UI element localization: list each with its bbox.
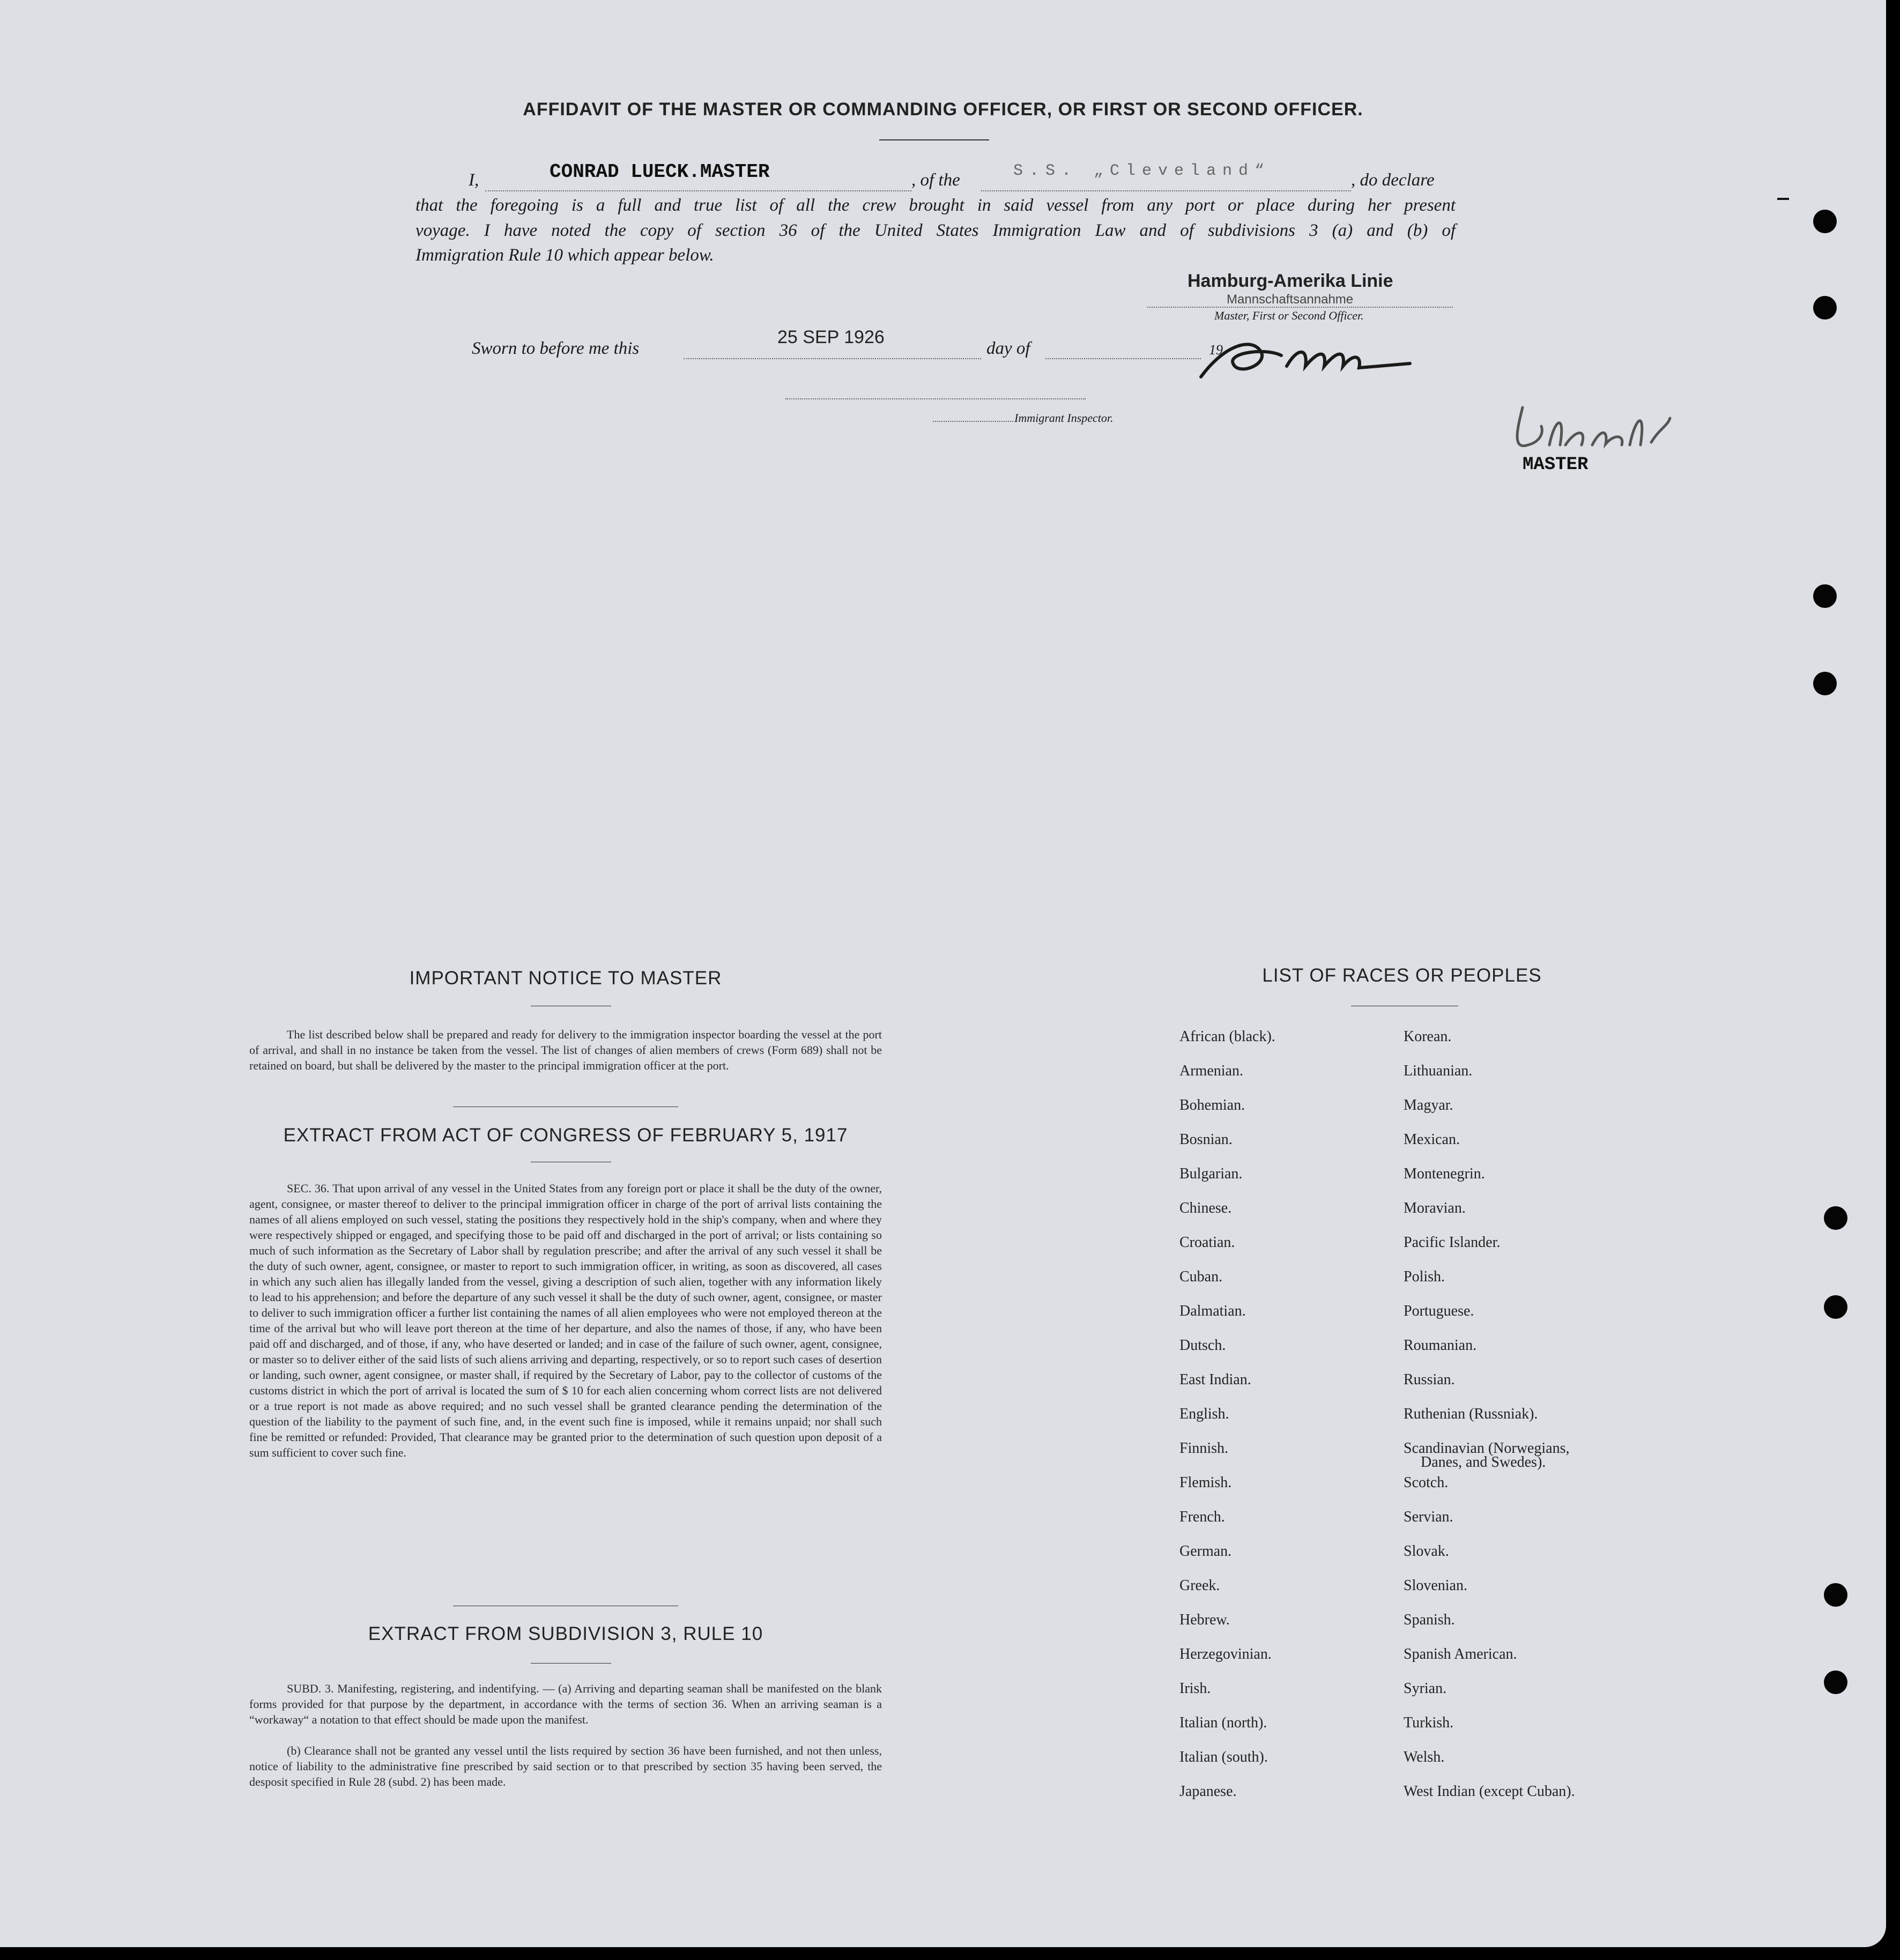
race-item: Mexican. bbox=[1404, 1131, 1460, 1148]
race-item: Scandinavian (Norwegians, bbox=[1404, 1440, 1570, 1457]
day-line bbox=[1045, 358, 1201, 359]
i-label: I, bbox=[469, 170, 479, 190]
race-item: Irish. bbox=[1179, 1680, 1211, 1697]
extract-rule-rule bbox=[531, 1663, 611, 1664]
race-item: Ruthenian (Russniak). bbox=[1404, 1406, 1538, 1422]
affidavit-line-2: voyage. I have noted the copy of section 36 of the United States Immigration Law and of subdivisions 3 (a) and (b) of bbox=[415, 221, 1456, 240]
race-item: Polish. bbox=[1404, 1268, 1445, 1285]
race-item: Turkish. bbox=[1404, 1714, 1454, 1731]
races-title: LIST OF RACES OR PEOPLES bbox=[1262, 965, 1542, 986]
race-item: Moravian. bbox=[1404, 1200, 1466, 1216]
punch-hole bbox=[1824, 1206, 1847, 1230]
race-item: Croatian. bbox=[1179, 1234, 1235, 1251]
vessel-line bbox=[981, 190, 1351, 191]
race-item: Chinese. bbox=[1179, 1200, 1232, 1216]
race-item: Herzegovinian. bbox=[1179, 1646, 1272, 1662]
race-item: Syrian. bbox=[1404, 1680, 1447, 1697]
of-the-label: , of the bbox=[911, 170, 960, 190]
punch-hole bbox=[1813, 210, 1837, 233]
race-item: Italian (south). bbox=[1179, 1749, 1268, 1765]
sworn-date: 25 SEP 1926 bbox=[777, 327, 885, 347]
extract-act-body: SEC. 36. That upon arrival of any vessel in the United States from any foreign port or place it shall be the duty of the owner, agent, consignee, or master thereof to deliver to the principal immigration officer in charge of the port of arrival lists containing the names of all aliens employed on such vessel, stating the positions they respectively hold in the ship's company, when and where they were respectively shipped or engaged, and specifying those to be paid off and discharged in the port of arrival; or lists containing so much of such information as the Secretary of Labor shall by regulation prescribe; and after the arrival of any such vessel it shall be the duty of such owner, agent, consignee, or master to report to such immigration officer, in writing, as soon as discovered, all cases in which any such alien has illegally landed from the vessel, giving a description of such alien, together with any information likely to lead to his apprehension; and before the departure of any such vessel it shall be the duty of such owner, agent, consignee, or master to deliver to such immigration officer a further list containing the names of all alien employees who were not employed thereon at the time of the arrival but who will leave port thereon at the time of her departure, and also the names of those, if any, who have been paid off and discharged, and of those, if any, who have deserted or landed; and in case of the failure of such owner, agent, consignee, or master so to deliver either of the said lists of such aliens arriving and departing, respectively, or so to report such cases of desertion or landing, such owner, agent consignee, or master shall, if required by the Secretary of Labor, pay to the collector of customs of the customs district in which the port of arrival is located the sum of $ 10 for each alien concerning whom correct lists are not delivered or a true report is not made as above required; and no such vessel shall be granted clearance pending the determination of the question of the liability to the payment of such fine, and, in the event such fine is imposed, while it remains unpaid; nor shall such fine be remitted or refunded: Provided, That clearance may be granted prior to the determination of such question upon deposit of a sum sufficient to cover such fine. bbox=[249, 1182, 882, 1459]
race-item: Montenegrin. bbox=[1404, 1165, 1485, 1182]
race-item: Russian. bbox=[1404, 1371, 1455, 1388]
race-item: Roumanian. bbox=[1404, 1337, 1477, 1354]
race-item: Cuban. bbox=[1179, 1268, 1223, 1285]
race-item: African (black). bbox=[1179, 1028, 1275, 1045]
extract-act-title: EXTRACT FROM ACT OF CONGRESS OF FEBRUARY 5, 1917 bbox=[283, 1125, 848, 1146]
race-item: Greek. bbox=[1179, 1577, 1220, 1594]
race-item: Portuguese. bbox=[1404, 1303, 1474, 1319]
signature-caption: Master, First or Second Officer. bbox=[1214, 309, 1364, 322]
punch-hole bbox=[1824, 1671, 1847, 1694]
race-item: Spanish American. bbox=[1404, 1646, 1517, 1662]
punch-hole bbox=[1813, 296, 1837, 320]
master-handwritten-signature bbox=[1506, 397, 1678, 461]
race-item: Korean. bbox=[1404, 1028, 1452, 1045]
race-item: German. bbox=[1179, 1543, 1232, 1560]
race-item: Lithuanian. bbox=[1404, 1063, 1473, 1079]
race-item: Slovak. bbox=[1404, 1543, 1449, 1560]
affidavit-line-1: that the foregoing is a full and true list of all the crew brought in said vessel from any port or place during her present bbox=[415, 196, 1456, 215]
do-declare-label: , do declare bbox=[1351, 170, 1435, 190]
race-item: Bulgarian. bbox=[1179, 1165, 1243, 1182]
year-prefix: 19 bbox=[1209, 342, 1223, 358]
sworn-label: Sworn to before me this bbox=[472, 339, 640, 358]
race-item: East Indian. bbox=[1179, 1371, 1251, 1388]
race-item: Magyar. bbox=[1404, 1097, 1453, 1113]
notice-title: IMPORTANT NOTICE TO MASTER bbox=[409, 968, 722, 989]
race-item: Bosnian. bbox=[1179, 1131, 1233, 1148]
race-item: Slovenian. bbox=[1404, 1577, 1467, 1594]
race-item: Dutsch. bbox=[1179, 1337, 1226, 1354]
margin-mark bbox=[1777, 198, 1789, 200]
extract-rule-para-a: SUBD. 3. Manifesting, registering, and indentifying. — (a) Arriving and departing seaman shall be manifested on the blank forms provided for that purpose by the department, in accordance with the terms of section 36. When an arriving seaman is a “workaway“ a notation to that effect should be made upon the manifest. bbox=[249, 1682, 882, 1726]
inspector-line bbox=[785, 398, 1086, 399]
race-item: Armenian. bbox=[1179, 1063, 1243, 1079]
race-item: English. bbox=[1179, 1406, 1229, 1422]
punch-hole bbox=[1824, 1583, 1847, 1607]
affidavit-title: AFFIDAVIT OF THE MASTER OR COMMANDING OFFICER, OR FIRST OR SECOND OFFICER. bbox=[523, 99, 1363, 120]
stamp-company: Hamburg-Amerika Linie bbox=[1188, 271, 1393, 291]
race-item: Flemish. bbox=[1179, 1474, 1232, 1491]
race-item: Hebrew. bbox=[1179, 1612, 1230, 1628]
race-item: Finnish. bbox=[1179, 1440, 1229, 1457]
name-line bbox=[485, 190, 911, 191]
race-item: Scotch. bbox=[1404, 1474, 1449, 1491]
race-item: Spanish. bbox=[1404, 1612, 1455, 1628]
extract-rule-title: EXTRACT FROM SUBDIVISION 3, RULE 10 bbox=[368, 1623, 763, 1644]
race-item: Bohemian. bbox=[1179, 1097, 1245, 1113]
race-item: French. bbox=[1179, 1509, 1225, 1525]
extract-rule-para-b: (b) Clearance shall not be granted any vessel until the lists required by section 36 have been furnished, and not then unless, notice of liability to the administrative fine prescribed by said section or to that prescribed by section 35 having been served, the desposit specified in Rule 28 (subd. 2) has been made. bbox=[249, 1744, 882, 1788]
race-item-continuation: Danes, and Swedes). bbox=[1421, 1454, 1546, 1471]
affidavit-line-3: Immigration Rule 10 which appear below. bbox=[415, 246, 714, 265]
race-item: Servian. bbox=[1404, 1509, 1453, 1525]
vessel-name: S.S. „Cleveland“ bbox=[1013, 162, 1271, 180]
race-item: Italian (north). bbox=[1179, 1714, 1267, 1731]
race-item: Dalmatian. bbox=[1179, 1303, 1246, 1319]
day-of-label: day of bbox=[986, 339, 1030, 358]
race-item: West Indian (except Cuban). bbox=[1404, 1783, 1575, 1800]
race-item: Welsh. bbox=[1404, 1749, 1445, 1765]
officer-signature bbox=[1190, 326, 1426, 385]
notice-body: The list described below shall be prepared and ready for delivery to the immigration inspector boarding the vessel at the port of arrival, and shall in no instance be taken from the vessel. The list of changes of alien members of crews (Form 689) shall not be retained on board, but shall be delivered by the master to the principal immigration officer at the port. bbox=[249, 1028, 882, 1072]
punch-hole bbox=[1824, 1295, 1847, 1319]
race-item: Pacific Islander. bbox=[1404, 1234, 1501, 1251]
signature-line bbox=[1147, 307, 1453, 308]
title-rule bbox=[879, 139, 989, 140]
inspector-line-2 bbox=[933, 421, 1013, 422]
punch-hole bbox=[1813, 672, 1837, 695]
punch-hole bbox=[1813, 584, 1837, 608]
sworn-date-line bbox=[684, 358, 981, 359]
master-name: CONRAD LUECK.MASTER bbox=[550, 161, 770, 183]
race-item: Japanese. bbox=[1179, 1783, 1237, 1800]
inspector-caption: Immigrant Inspector. bbox=[1014, 411, 1114, 425]
master-stamp: MASTER bbox=[1523, 455, 1589, 475]
stamp-department: Mannschaftsannahme bbox=[1227, 292, 1354, 307]
